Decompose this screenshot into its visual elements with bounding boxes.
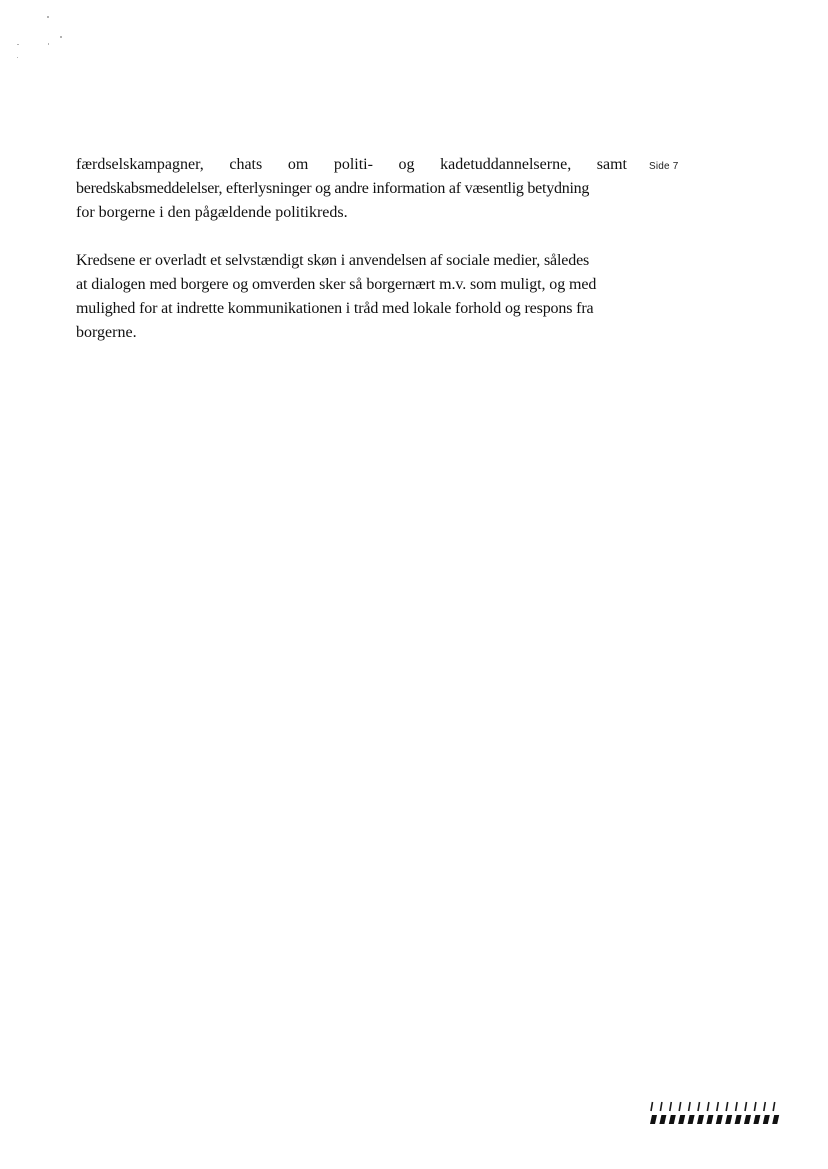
- barcode-mark: [707, 1102, 709, 1111]
- barcode-mark: [736, 1102, 738, 1111]
- barcode-mark: [717, 1102, 719, 1111]
- barcode-mark: [669, 1115, 676, 1124]
- barcode-mark: [753, 1115, 760, 1124]
- barcode-top-row: [651, 1102, 775, 1111]
- barcode-mark: [726, 1102, 728, 1111]
- scan-speck: [17, 57, 18, 58]
- barcode-mark: [706, 1115, 713, 1124]
- text-line: beredskabsmeddelelser, efterlysninger og andre information af væsentlig betydning: [76, 180, 590, 197]
- barcode-mark: [764, 1102, 766, 1111]
- barcode-mark: [697, 1115, 704, 1124]
- barcode-mark: [744, 1115, 751, 1124]
- scan-speck: [60, 36, 62, 38]
- text-line: mulighed for at indrette kommunikationen i tråd med lokale forhold og respons fra: [76, 300, 594, 317]
- text-line: Kredsene er overladt et selvstændigt skøn i anvendelsen af sociale medier, således: [76, 252, 590, 269]
- barcode-mark: [735, 1115, 742, 1124]
- text-line: færdselskampagner, chats om politi- og kadetuddannelserne, samt: [76, 156, 627, 173]
- body-text: [76, 153, 627, 369]
- barcode-mark: [772, 1115, 779, 1124]
- barcode-mark: [651, 1102, 653, 1111]
- paragraph-1: [76, 153, 627, 225]
- scan-speck: [17, 44, 19, 45]
- barcode-mark: [679, 1102, 681, 1111]
- barcode-mark: [745, 1102, 747, 1111]
- barcode-mark: [763, 1115, 770, 1124]
- text-line: for borgerne i den pågældende politikreds.: [76, 204, 348, 221]
- barcode-mark: [678, 1115, 685, 1124]
- barcode-mark: [688, 1115, 695, 1124]
- page-number: Side 7: [649, 161, 679, 172]
- barcode-mark: [725, 1115, 732, 1124]
- barcode-mark: [689, 1102, 691, 1111]
- barcode-mark: [716, 1115, 723, 1124]
- barcode-mark: [660, 1102, 662, 1111]
- paragraph-2: [76, 249, 627, 345]
- barcode-mark: [754, 1102, 756, 1111]
- barcode-mark: [650, 1115, 657, 1124]
- text-line: at dialogen med borgere og omverden sker så borgernært m.v. som muligt, og med: [76, 276, 597, 293]
- scan-speck: [47, 16, 49, 18]
- barcode-mark: [773, 1102, 775, 1111]
- barcode-mark: [659, 1115, 666, 1124]
- barcode-bottom-row: [650, 1115, 779, 1124]
- barcode: [649, 1101, 781, 1125]
- barcode-mark: [670, 1102, 672, 1111]
- scan-speck: [48, 43, 49, 45]
- barcode-mark: [698, 1102, 700, 1111]
- text-line: borgerne.: [76, 324, 137, 341]
